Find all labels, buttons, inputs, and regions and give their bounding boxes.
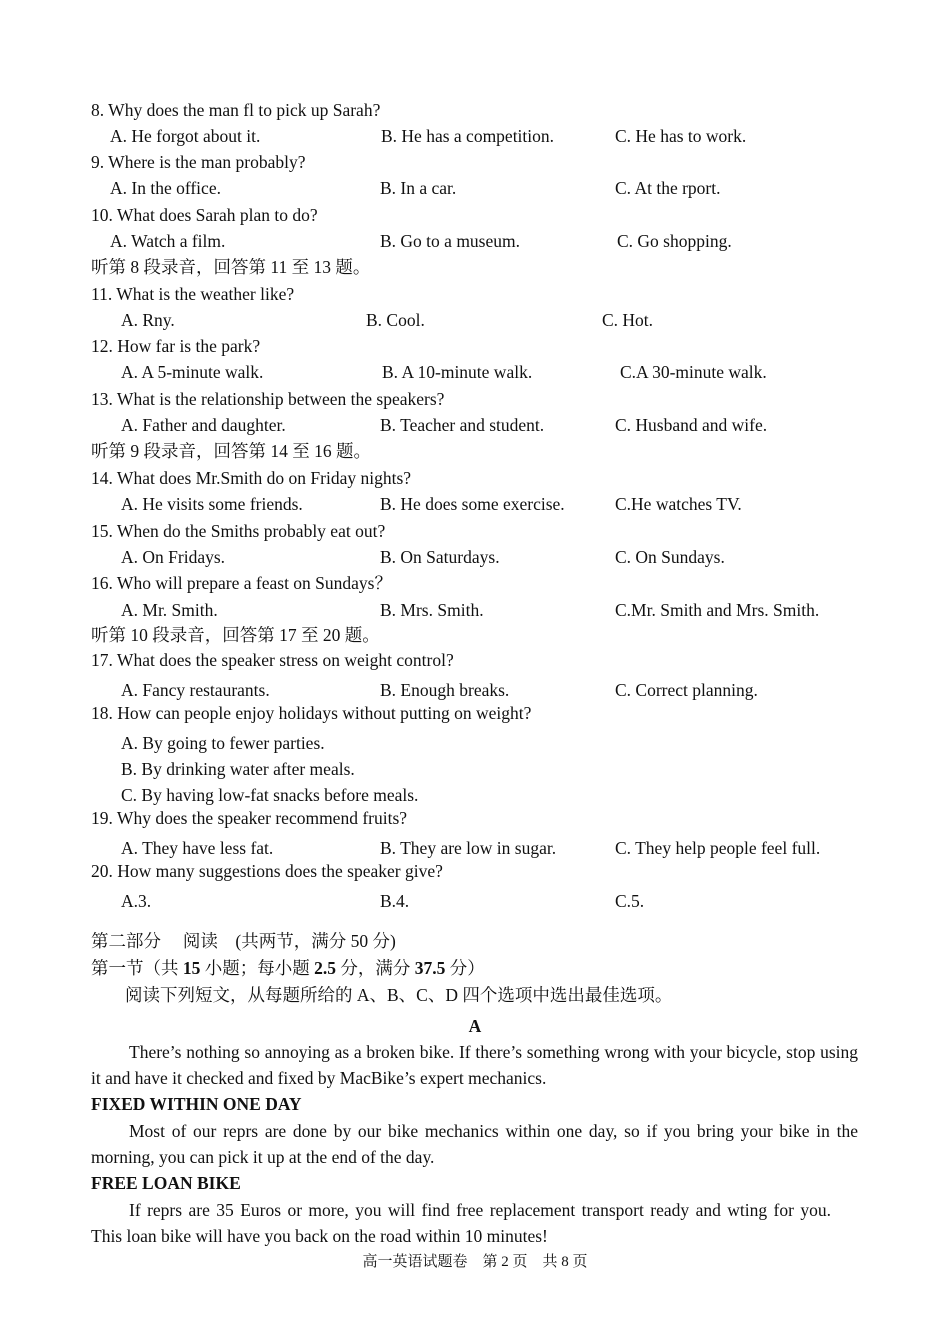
q14-option-c: C.He watches TV. [615, 494, 742, 514]
question-13: 13. What is the relationship between the speakers? [91, 389, 445, 409]
q18-option-b: B. By drinking water after meals. [121, 759, 355, 779]
q13-option-c: C. Husband and wife. [615, 415, 768, 435]
question-20: 20. How many suggestions does the speaker give? [91, 861, 443, 881]
q18-option-c: C. By having low-fat snacks before meals. [121, 785, 419, 805]
question-8: 8. Why does the man fl to pick up Sarah? [91, 100, 381, 120]
q16-option-c: C.Mr. Smith and Mrs. Smith. [615, 600, 820, 620]
q12-option-a: A. A 5-minute walk. [121, 362, 264, 382]
q15-option-a: A. On Fridays. [121, 547, 226, 567]
q15-option-b: B. On Saturdays. [380, 547, 500, 567]
q19-option-c: C. They help people feel full. [615, 838, 821, 858]
question-12: 12. How far is the park? [91, 336, 261, 356]
q13-option-b: B. Teacher and student. [380, 415, 545, 435]
question-17: 17. What does the speaker stress on weight control? [91, 650, 454, 670]
q8-option-b: B. He has a competition. [381, 126, 555, 146]
q19-option-a: A. They have less fat. [121, 838, 274, 858]
q18-option-a: A. By going to fewer parties. [121, 733, 325, 753]
question-18: 18. How can people enjoy holidays without putting on weight? [91, 703, 532, 723]
q14-option-a: A. He visits some friends. [121, 494, 303, 514]
section-cue-10: 听第 10 段录音，回答第 17 至 20 题。 [91, 625, 380, 645]
section-cue-8: 听第 8 段录音，回答第 11 至 13 题。 [91, 257, 371, 277]
section-cue-9: 听第 9 段录音，回答第 14 至 16 题。 [91, 441, 371, 461]
q11-option-a: A. Rny. [121, 310, 175, 330]
q19-option-b: B. They are low in sugar. [380, 838, 557, 858]
q11-option-c: C. Hot. [602, 310, 654, 330]
question-14: 14. What does Mr.Smith do on Friday nights? [91, 468, 412, 488]
passage-paragraph-1: There’s nothing so annoying as a broken bike. If there’s something wrong with your bicycle, stop using it and have it checked and fixed by MacBike’s expert mechanics. [91, 1042, 858, 1089]
heading-free-loan-bike: FREE LOAN BIKE [91, 1173, 241, 1193]
q17-option-c: C. Correct planning. [615, 680, 758, 700]
section-one-title: 第一节（共 15 小题；每小题 2.5 分，满分 37.5 分） [91, 958, 485, 978]
question-19: 19. Why does the speaker recommend fruits? [91, 808, 408, 828]
q10-option-b: B. Go to a museum. [380, 231, 520, 251]
q20-option-a: A.3. [121, 891, 152, 911]
q20-option-c: C.5. [615, 891, 645, 911]
q14-option-b: B. He does some exercise. [380, 494, 565, 514]
page-footer: 高一英语试题卷 第 2 页 共 8 页 [362, 1254, 588, 1270]
q10-option-a: A. Watch a film. [110, 231, 226, 251]
part-two-title: 第二部分 阅读 (共两节，满分 50 分) [91, 931, 396, 951]
q9-option-a: A. In the office. [110, 178, 221, 198]
q9-option-c: C. At the rport. [615, 178, 721, 198]
q15-option-c: C. On Sundays. [615, 547, 725, 567]
question-10: 10. What does Sarah plan to do? [91, 205, 318, 225]
q12-option-c: C.A 30-minute walk. [620, 362, 767, 382]
question-16: 16. Who will prepare a feast on Sundays？ [91, 573, 392, 593]
q13-option-a: A. Father and daughter. [121, 415, 286, 435]
q16-option-a: A. Mr. Smith. [121, 600, 218, 620]
passage-paragraph-2: Most of our reprs are done by our bike mechanics within one day, so if you bring your bike in the morning, you can pick it up at the end of the day. [91, 1121, 858, 1168]
heading-fixed-within-one-day: FIXED WITHIN ONE DAY [91, 1094, 302, 1114]
q20-option-b: B.4. [380, 891, 410, 911]
passage-label: A [468, 1016, 482, 1036]
q8-option-a: A. He forgot about it. [110, 126, 261, 146]
q8-option-c: C. He has to work. [615, 126, 747, 146]
q9-option-b: B. In a car. [380, 178, 457, 198]
q16-option-b: B. Mrs. Smith. [380, 600, 484, 620]
reading-instruction: 阅读下列短文，从每题所给的 A、B、C、D 四个选项中选出最佳选项。 [125, 985, 673, 1005]
question-15: 15. When do the Smiths probably eat out? [91, 521, 386, 541]
question-9: 9. Where is the man probably? [91, 152, 306, 172]
q12-option-b: B. A 10-minute walk. [382, 362, 533, 382]
q17-option-a: A. Fancy restaurants. [121, 680, 270, 700]
passage-paragraph-3: If reprs are 35 Euros or more, you will find free replacement transport ready and wting for you. This loan bike will have you back on the road within 10 minutes! [91, 1200, 831, 1247]
q10-option-c: C. Go shopping. [617, 231, 732, 251]
q17-option-b: B. Enough breaks. [380, 680, 510, 700]
q11-option-b: B. Cool. [366, 310, 425, 330]
question-11: 11. What is the weather like? [91, 284, 295, 304]
